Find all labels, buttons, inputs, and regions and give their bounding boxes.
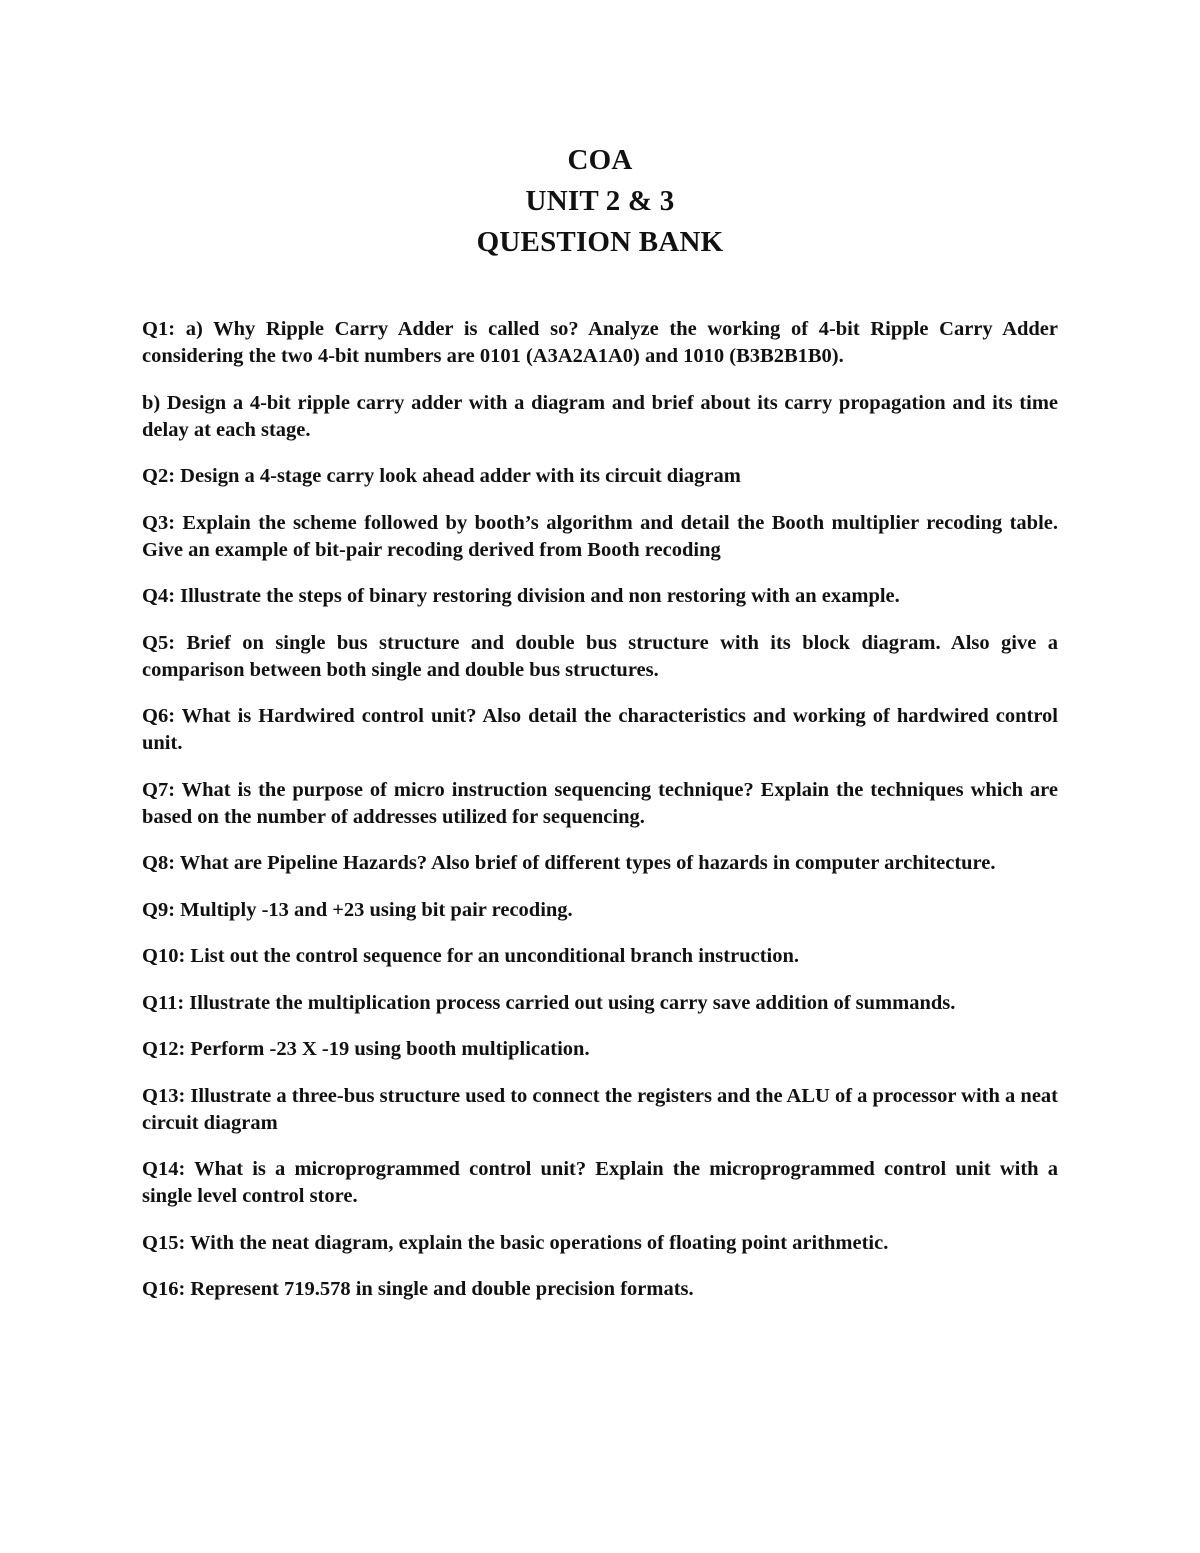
- title-unit: UNIT 2 & 3: [525, 185, 675, 217]
- question-q16: Q16: Represent 719.578 in single and double precision formats.: [142, 1278, 694, 1300]
- question-list: [142, 316, 1058, 1323]
- title-question-bank: QUESTION BANK: [476, 226, 724, 258]
- title-subject: COA: [567, 144, 633, 176]
- question-q8: Q8: What are Pipeline Hazards? Also brief of different types of hazards in computer architecture.: [142, 852, 996, 874]
- question-q12: Q12: Perform -23 X -19 using booth multiplication.: [142, 1038, 590, 1060]
- question-q11: Q11: Illustrate the multiplication process carried out using carry save addition of summands.: [142, 991, 956, 1014]
- question-q14: Q14: What is a microprogrammed control unit? Explain the microprogrammed control unit with a single level control store.: [142, 1158, 1058, 1207]
- question-q15: Q15: With the neat diagram, explain the basic operations of floating point arithmetic.: [142, 1231, 889, 1254]
- question-q6: Q6: What is Hardwired control unit? Also detail the characteristics and working of hardwired control unit.: [142, 705, 1058, 754]
- question-q1b: b) Design a 4-bit ripple carry adder with a diagram and brief about its carry propagation and its time delay at each stage.: [142, 391, 1058, 441]
- question-q3: Q3: Explain the scheme followed by booth’s algorithm and detail the Booth multiplier recoding table. Give an example of bit-pair recoding derived from Booth recoding: [142, 511, 1058, 561]
- question-q5: Q5: Brief on single bus structure and double bus structure with its block diagram. Also give a comparison between both single and double bus structures.: [142, 631, 1058, 681]
- question-q7: Q7: What is the purpose of micro instruction sequencing technique? Explain the techniques which are based on the number of addresses utilized for sequencing.: [142, 778, 1058, 828]
- question-q10: Q10: List out the control sequence for an unconditional branch instruction.: [142, 945, 800, 967]
- question-q1a: Q1: a) Why Ripple Carry Adder is called so? Analyze the working of 4-bit Ripple Carry Adder considering the two 4-bit numbers are 0101 (A3A2A1A0) and 1010 (B3B2B1B0).: [142, 318, 1058, 367]
- question-q2: Q2: Design a 4-stage carry look ahead adder with its circuit diagram: [142, 465, 741, 487]
- question-q9: Q9: Multiply -13 and +23 using bit pair recoding.: [142, 898, 573, 921]
- question-q13: Q13: Illustrate a three-bus structure used to connect the registers and the ALU of a processor with a neat circuit diagram: [142, 1084, 1058, 1134]
- question-q4: Q4: Illustrate the steps of binary restoring division and non restoring with an example.: [142, 585, 900, 607]
- document-title: [0, 140, 1200, 263]
